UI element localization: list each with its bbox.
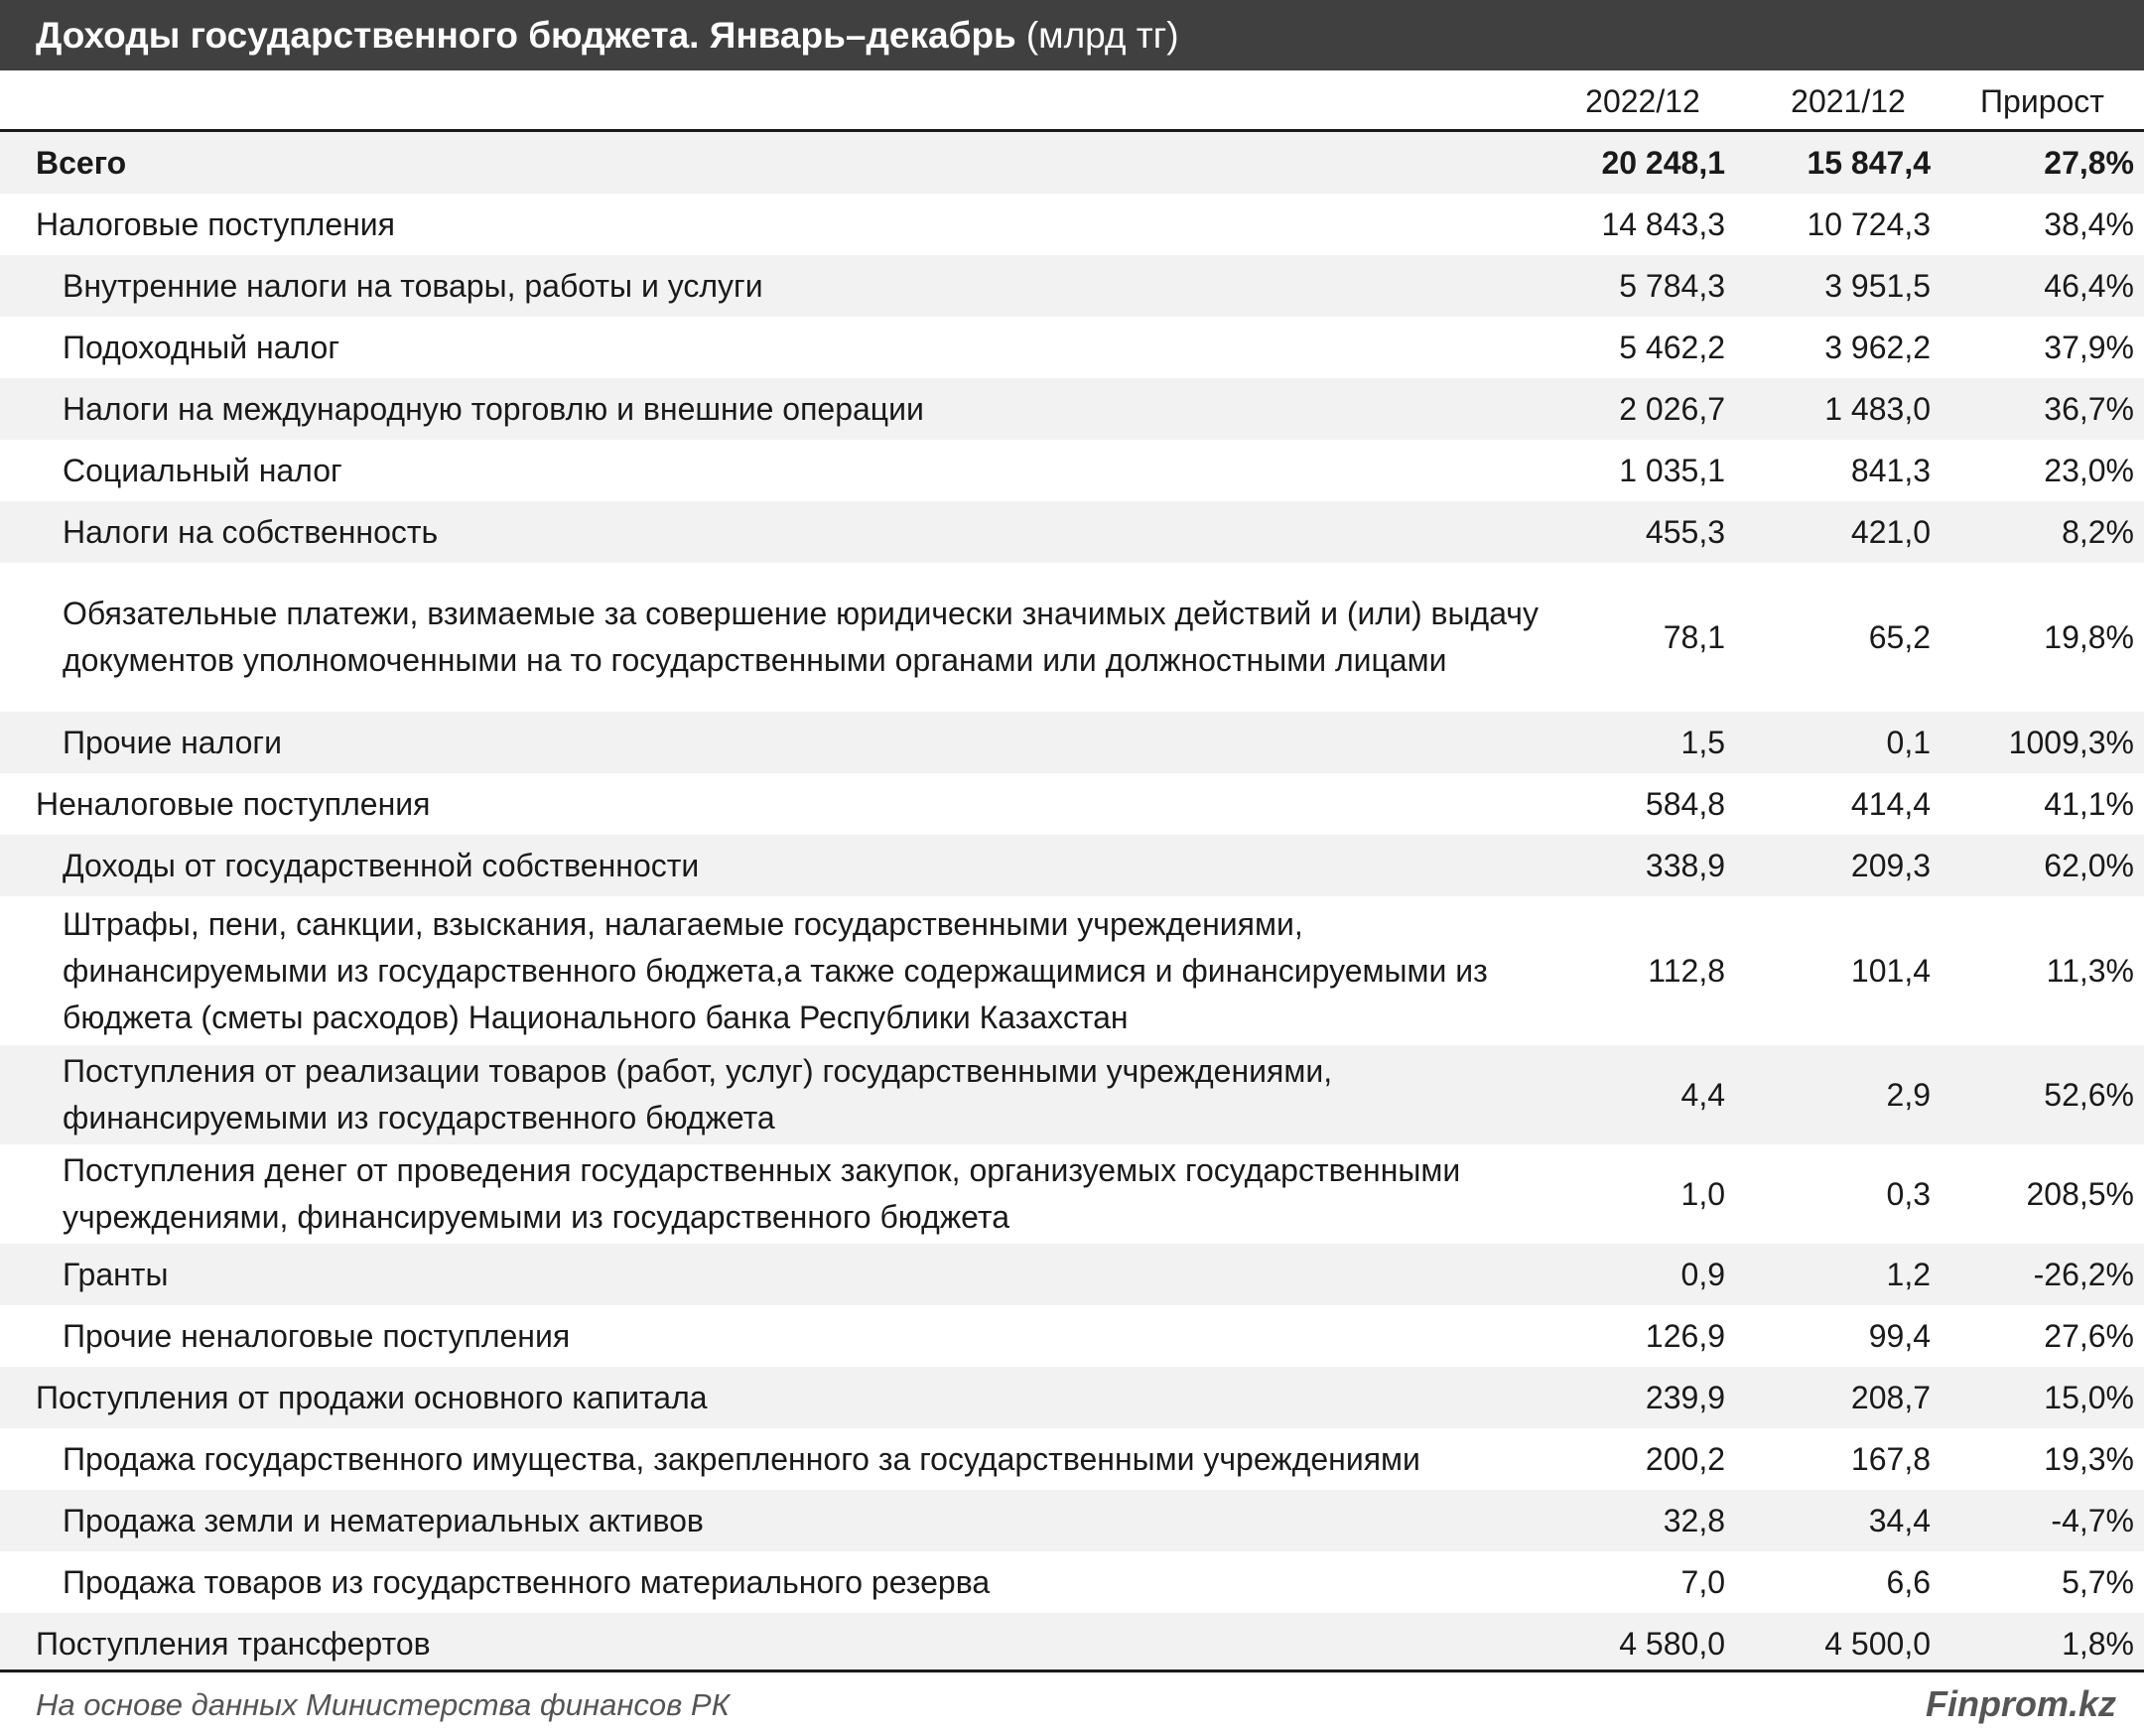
row-label: Гранты bbox=[63, 1256, 169, 1292]
row-label: Обязательные платежи, взимаемые за совершение юридически значимых действий и (или) выдачу документов уполномоченными на то государственными органами или должностными лицами bbox=[63, 596, 1539, 678]
value-2021: 841,3 bbox=[1850, 452, 1931, 488]
table-row bbox=[0, 132, 2144, 194]
value-2021: 101,4 bbox=[1850, 952, 1931, 989]
value-2022: 4 580,0 bbox=[1619, 1625, 1725, 1662]
row-label: Поступления денег от проведения государственных закупок, организуемых государственными учреждениями, финансируемыми из государственного бюджета bbox=[63, 1152, 1461, 1235]
row-label: Всего bbox=[36, 144, 127, 181]
table-row bbox=[0, 1244, 2144, 1305]
value-2021: 209,3 bbox=[1850, 847, 1931, 883]
value-2022: 0,9 bbox=[1680, 1256, 1725, 1292]
row-label: Поступления от продажи основного капитала bbox=[36, 1379, 708, 1415]
table-title-bar bbox=[0, 0, 2144, 70]
value-2022: 1,5 bbox=[1680, 724, 1725, 760]
growth-value: 1009,3% bbox=[2008, 724, 2134, 760]
growth-value: 37,9% bbox=[2044, 329, 2134, 365]
brand-logo: Finprom.kz bbox=[1925, 1683, 2116, 1724]
growth-value: 41,1% bbox=[2044, 785, 2134, 822]
table-row bbox=[0, 1551, 2144, 1613]
growth-value: 62,0% bbox=[2044, 847, 2134, 883]
row-label: Прочие неналоговые поступления bbox=[63, 1317, 571, 1354]
value-2021: 421,0 bbox=[1850, 513, 1931, 550]
value-2021: 6,6 bbox=[1886, 1563, 1931, 1600]
value-2021: 414,4 bbox=[1850, 785, 1931, 822]
growth-value: -4,7% bbox=[2051, 1502, 2134, 1538]
row-label: Налоги на международную торговлю и внешние операции bbox=[63, 390, 924, 427]
row-label: Поступления от реализации товаров (работ, услуг) государственными учреждениями, финансируемыми из государственного бюджета bbox=[63, 1053, 1333, 1135]
table-body bbox=[0, 132, 2144, 1674]
growth-value: 36,7% bbox=[2044, 390, 2134, 427]
value-2022: 1,0 bbox=[1680, 1175, 1725, 1212]
value-2022: 5 462,2 bbox=[1619, 329, 1725, 365]
row-label: Продажа государственного имущества, закрепленного за государственными учреждениями bbox=[63, 1440, 1420, 1477]
value-2022: 2 026,7 bbox=[1619, 390, 1725, 427]
source-note: На основе данных Министерства финансов РК bbox=[36, 1687, 730, 1722]
value-2022: 112,8 bbox=[1648, 952, 1725, 989]
row-label: Налоги на собственность bbox=[63, 513, 439, 550]
growth-value: 1,8% bbox=[2062, 1625, 2134, 1662]
row-label: Штрафы, пени, санкции, взыскания, налагаемые государственными учреждениями, финансируемыми из государственного бюджета,а также содержащимися и финансируемыми из бюджета (сметы расходов) Национального банка Республики Казахстан bbox=[63, 905, 1488, 1035]
row-label: Доходы от государственной собственности bbox=[63, 847, 700, 883]
table-row bbox=[0, 1045, 2144, 1144]
value-2021: 167,8 bbox=[1850, 1440, 1931, 1477]
row-label: Социальный налог bbox=[63, 452, 342, 488]
growth-value: -26,2% bbox=[2033, 1256, 2134, 1292]
table-title: Доходы государственного бюджета. Январь–декабрь bbox=[36, 14, 1016, 56]
growth-value: 38,4% bbox=[2044, 205, 2134, 242]
growth-value: 8,2% bbox=[2062, 513, 2134, 550]
growth-value: 27,6% bbox=[2044, 1317, 2134, 1354]
table-unit: (млрд тг) bbox=[1025, 14, 1179, 56]
column-header-row bbox=[0, 70, 2144, 132]
table-row bbox=[0, 1428, 2144, 1490]
table-row bbox=[0, 1144, 2144, 1244]
table-row bbox=[0, 1305, 2144, 1367]
growth-value: 19,8% bbox=[2044, 618, 2134, 655]
table-row bbox=[0, 378, 2144, 440]
row-label: Продажа товаров из государственного материального резерва bbox=[63, 1563, 991, 1600]
growth-value: 5,7% bbox=[2062, 1563, 2134, 1600]
table-row bbox=[0, 1367, 2144, 1428]
table-row bbox=[0, 317, 2144, 378]
value-2022: 78,1 bbox=[1663, 618, 1725, 655]
growth-value: 52,6% bbox=[2044, 1076, 2134, 1113]
value-2022: 200,2 bbox=[1645, 1440, 1725, 1477]
value-2022: 584,8 bbox=[1645, 785, 1725, 822]
growth-value: 27,8% bbox=[2044, 144, 2134, 181]
value-2022: 7,0 bbox=[1680, 1563, 1725, 1600]
value-2021: 1,2 bbox=[1886, 1256, 1931, 1292]
value-2021: 99,4 bbox=[1868, 1317, 1931, 1354]
value-2021: 2,9 bbox=[1886, 1076, 1931, 1113]
table-row bbox=[0, 835, 2144, 896]
growth-value: 15,0% bbox=[2044, 1379, 2134, 1415]
row-label: Поступления трансфертов bbox=[36, 1625, 431, 1662]
value-2022: 126,9 bbox=[1645, 1317, 1725, 1354]
table-row bbox=[0, 773, 2144, 835]
value-2021: 3 951,5 bbox=[1824, 267, 1931, 304]
row-label: Подоходный налог bbox=[63, 329, 340, 365]
value-2022: 5 784,3 bbox=[1619, 267, 1725, 304]
row-label: Налоговые поступления bbox=[36, 205, 395, 242]
growth-value: 23,0% bbox=[2044, 452, 2134, 488]
bottom-rule bbox=[0, 1669, 2144, 1672]
value-2022: 1 035,1 bbox=[1619, 452, 1725, 488]
value-2021: 208,7 bbox=[1850, 1379, 1931, 1415]
value-2022: 4,4 bbox=[1680, 1076, 1725, 1113]
value-2021: 3 962,2 bbox=[1824, 329, 1931, 365]
row-label: Неналоговые поступления bbox=[36, 785, 431, 822]
value-2021: 34,4 bbox=[1868, 1502, 1931, 1538]
value-2021: 10 724,3 bbox=[1807, 205, 1931, 242]
table-row bbox=[0, 440, 2144, 501]
value-2021: 15 847,4 bbox=[1807, 144, 1931, 181]
table-row bbox=[0, 255, 2144, 317]
table-row bbox=[0, 501, 2144, 563]
value-2022: 239,9 bbox=[1645, 1379, 1725, 1415]
table-row bbox=[0, 896, 2144, 1045]
table-row bbox=[0, 1613, 2144, 1674]
value-2021: 4 500,0 bbox=[1824, 1625, 1931, 1662]
table-row bbox=[0, 712, 2144, 773]
value-2022: 455,3 bbox=[1645, 513, 1725, 550]
column-header-2021: 2021/12 bbox=[1791, 82, 1906, 119]
value-2022: 32,8 bbox=[1663, 1502, 1725, 1538]
value-2021: 1 483,0 bbox=[1824, 390, 1931, 427]
growth-value: 208,5% bbox=[2026, 1175, 2134, 1212]
table-row bbox=[0, 194, 2144, 255]
growth-value: 46,4% bbox=[2044, 267, 2134, 304]
table-row bbox=[0, 563, 2144, 712]
value-2022: 14 843,3 bbox=[1601, 205, 1725, 242]
row-label: Продажа земли и нематериальных активов bbox=[63, 1502, 704, 1538]
value-2022: 20 248,1 bbox=[1601, 144, 1725, 181]
value-2021: 65,2 bbox=[1868, 618, 1931, 655]
row-label: Внутренние налоги на товары, работы и услуги bbox=[63, 267, 763, 304]
table-row bbox=[0, 1490, 2144, 1551]
growth-value: 19,3% bbox=[2044, 1440, 2134, 1477]
row-label: Прочие налоги bbox=[63, 724, 282, 760]
column-header-2022: 2022/12 bbox=[1585, 82, 1700, 119]
growth-value: 11,3% bbox=[2046, 952, 2134, 989]
value-2021: 0,3 bbox=[1886, 1175, 1931, 1212]
column-header-growth: Прирост bbox=[1980, 82, 2104, 119]
value-2021: 0,1 bbox=[1886, 724, 1931, 760]
value-2022: 338,9 bbox=[1645, 847, 1725, 883]
